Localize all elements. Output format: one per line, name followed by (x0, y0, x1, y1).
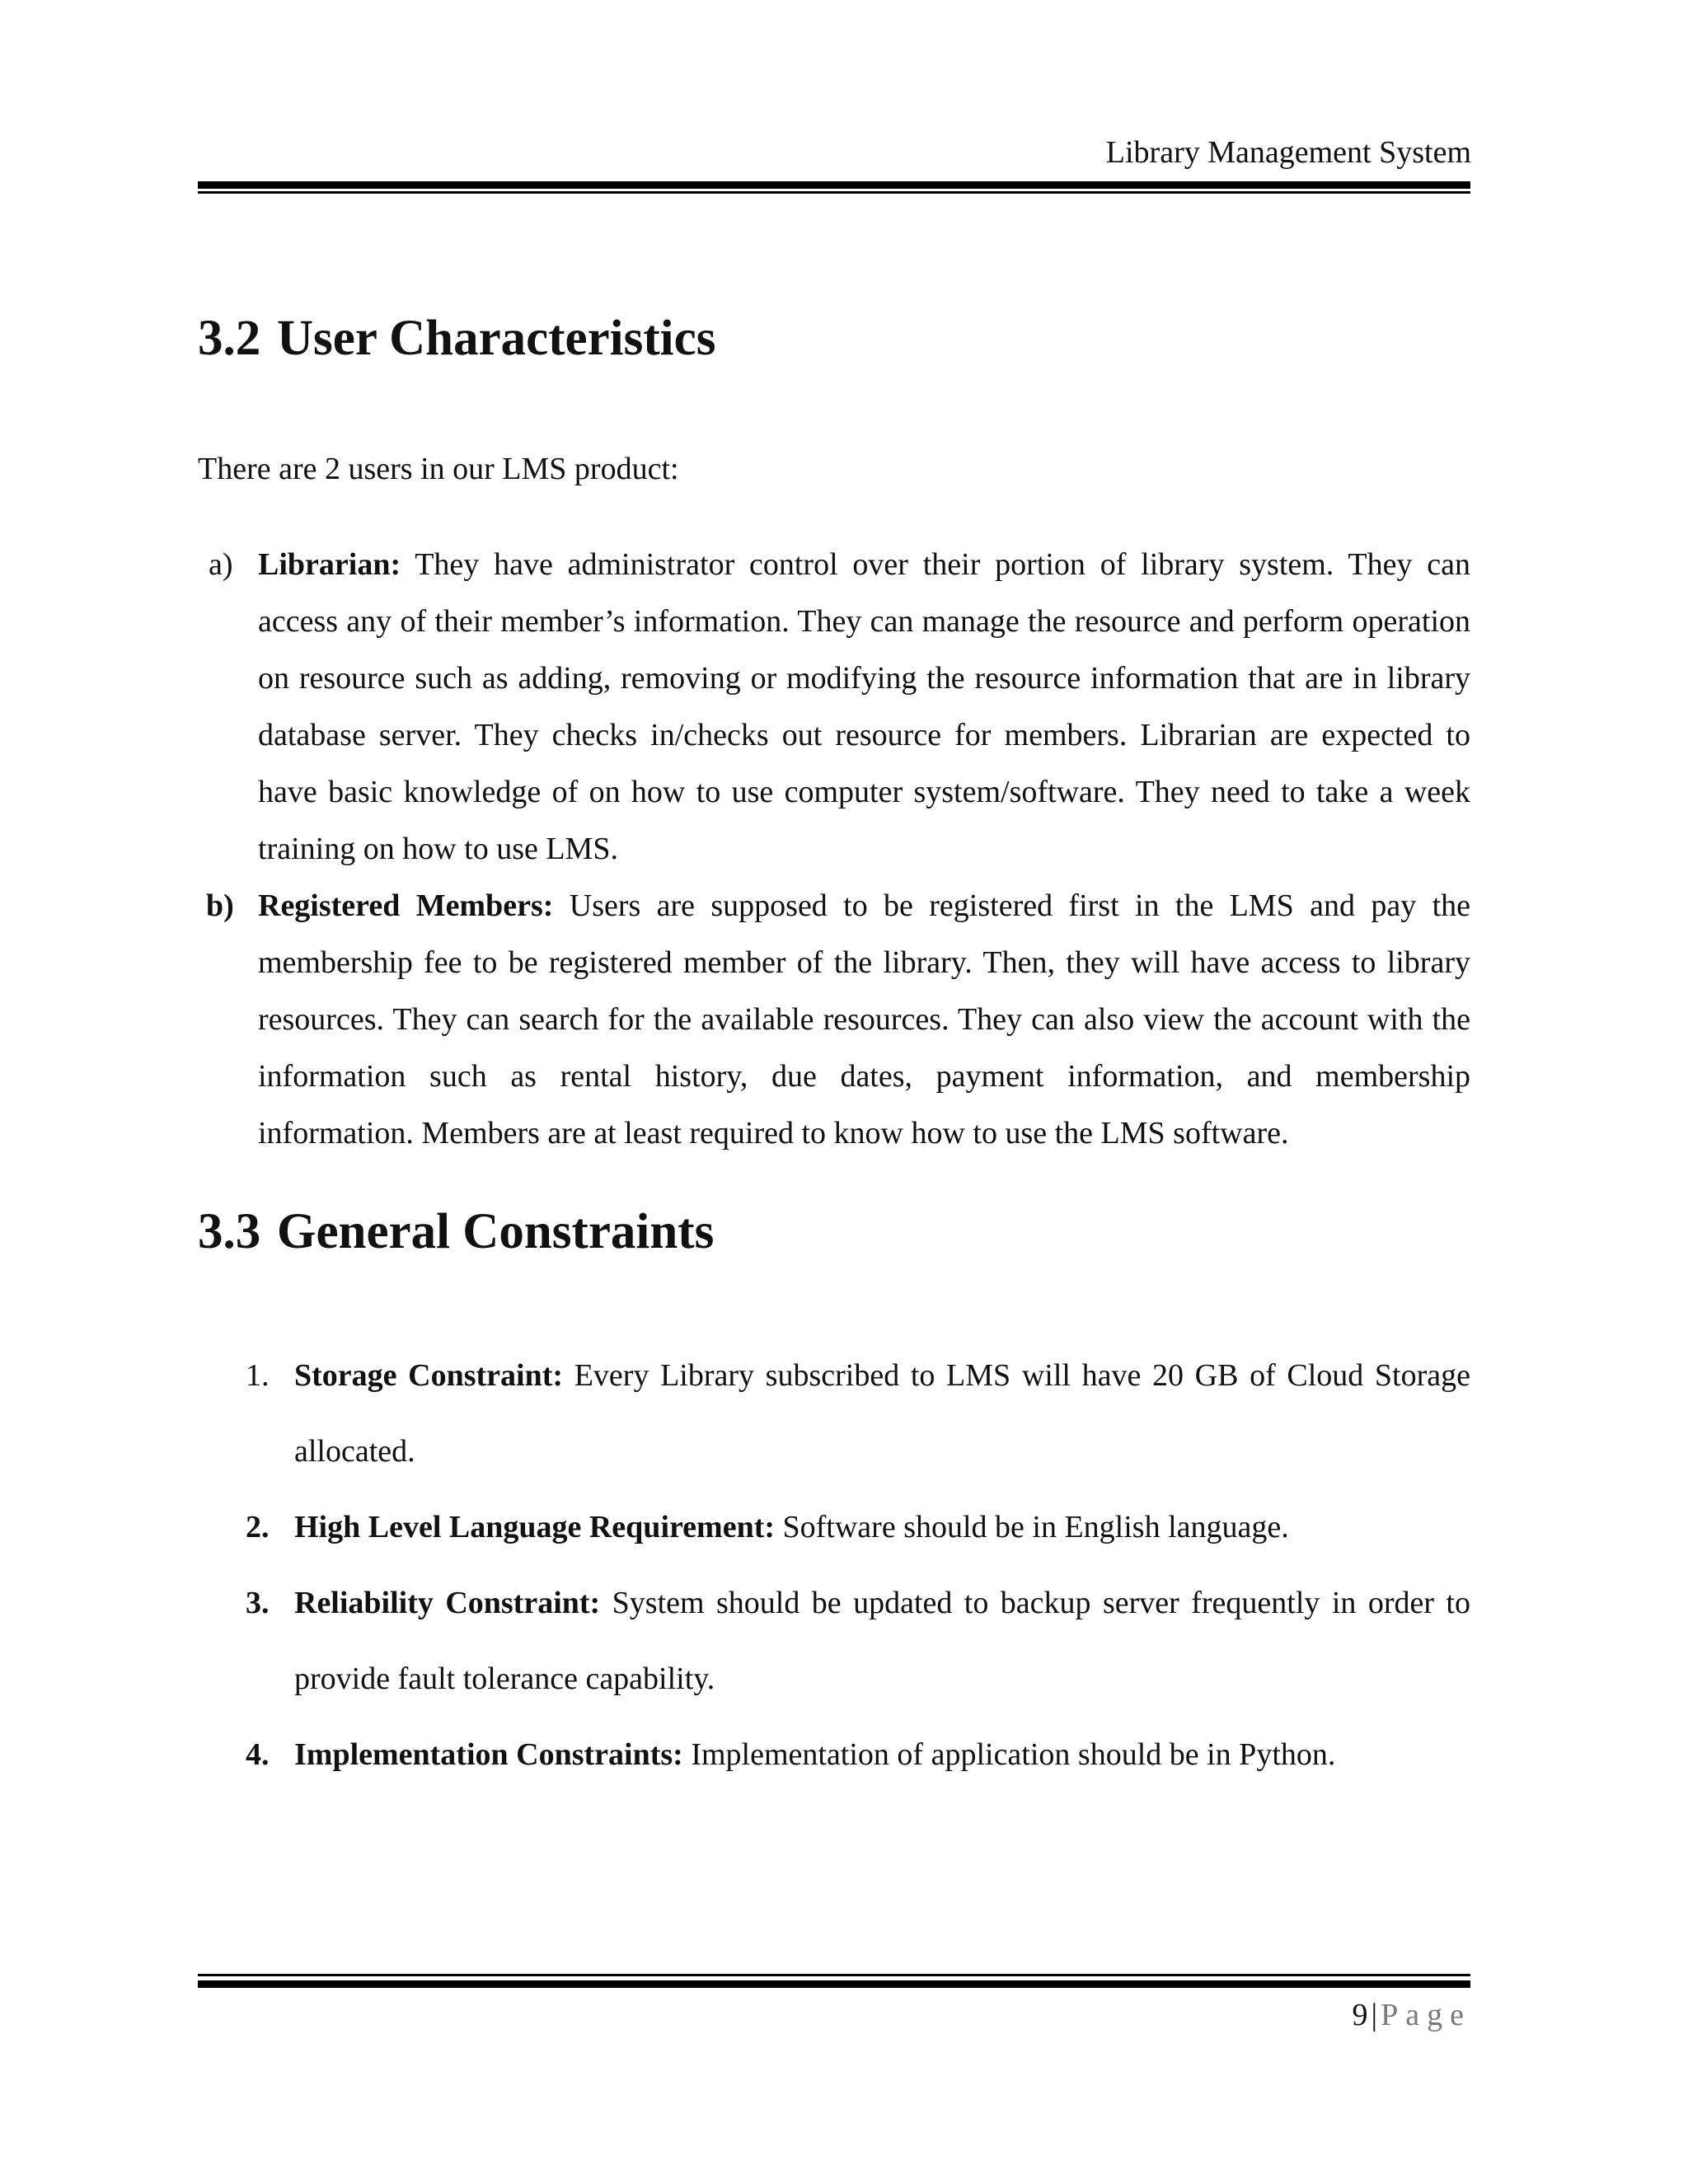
page-footer (1353, 1999, 1471, 2031)
list-item-reliability-constraint (198, 1565, 1470, 1717)
list-item-term: Reliability Constraint: (294, 1586, 601, 1620)
section-title: General Constraints (277, 1204, 715, 1259)
list-item-text: They have administrator control over their portion of library system. They can access any of their member’s information. They can manage the resource and perform operation on resource such as adding, removing or modifying the resource information that are in library database server. They checks in/checks out resource for members. Librarian are expected to have basic knowledge of on how to use computer system/software. They need to take a week training on how to use LMS. (258, 547, 1470, 866)
list-marker: 2. (246, 1510, 270, 1544)
header-rule-thin (198, 191, 1470, 194)
list-item-registered-members (198, 878, 1470, 1162)
list-item-text: Software should be in English language. (775, 1510, 1289, 1544)
list-item-term: Implementation Constraints: (294, 1737, 683, 1772)
list-marker: 1. (246, 1358, 270, 1393)
list-marker: b) (206, 888, 234, 923)
section-heading-3-2 (198, 311, 716, 366)
list-item-text: Every Library subscribed to LMS will have 20 GB of Cloud Storage allocated. (294, 1358, 1470, 1469)
list-marker: 3. (246, 1586, 270, 1620)
section-number: 3.3 (198, 1204, 261, 1259)
list-item-term: Librarian: (258, 547, 401, 582)
running-header-title: Library Management System (1105, 135, 1471, 170)
list-item-term: Storage Constraint: (294, 1358, 564, 1393)
footer-rule-thin (198, 1974, 1470, 1976)
list-item-text: System should be updated to backup server frequently in order to provide fault tolerance capability. (294, 1586, 1470, 1696)
constraints-list (198, 1338, 1470, 1793)
list-marker: a) (209, 547, 233, 582)
page-label: Page (1381, 1998, 1471, 2032)
section-intro: There are 2 users in our LMS product: (198, 452, 679, 486)
footer-rule-thick (198, 1980, 1470, 1988)
list-marker: 4. (246, 1737, 270, 1772)
list-item-term: Registered Members: (258, 888, 554, 923)
header-rule-thick (198, 181, 1470, 189)
section-number: 3.2 (198, 311, 261, 366)
user-list (198, 537, 1470, 1162)
list-item-librarian (198, 537, 1470, 878)
section-heading-3-3 (198, 1204, 715, 1259)
list-item-language-requirement (198, 1489, 1470, 1565)
page-number: 9 (1352, 1998, 1368, 2032)
list-item-storage-constraint (198, 1338, 1470, 1489)
list-item-term: High Level Language Requirement: (294, 1510, 776, 1544)
section-title: User Characteristics (277, 311, 716, 366)
list-item-implementation-constraints (198, 1717, 1470, 1793)
list-item-text: Implementation of application should be in Python. (682, 1737, 1336, 1772)
list-item-text: Users are supposed to be registered first in the LMS and pay the membership fee to be registered member of the library. Then, they will have access to library resources. They can search for the available resources. They can also view the account with the information such as rental history, due dates, payment information, and membership information. Members are at least required to know how to use the LMS software. (258, 888, 1470, 1151)
page-separator: | (1371, 1998, 1378, 2032)
